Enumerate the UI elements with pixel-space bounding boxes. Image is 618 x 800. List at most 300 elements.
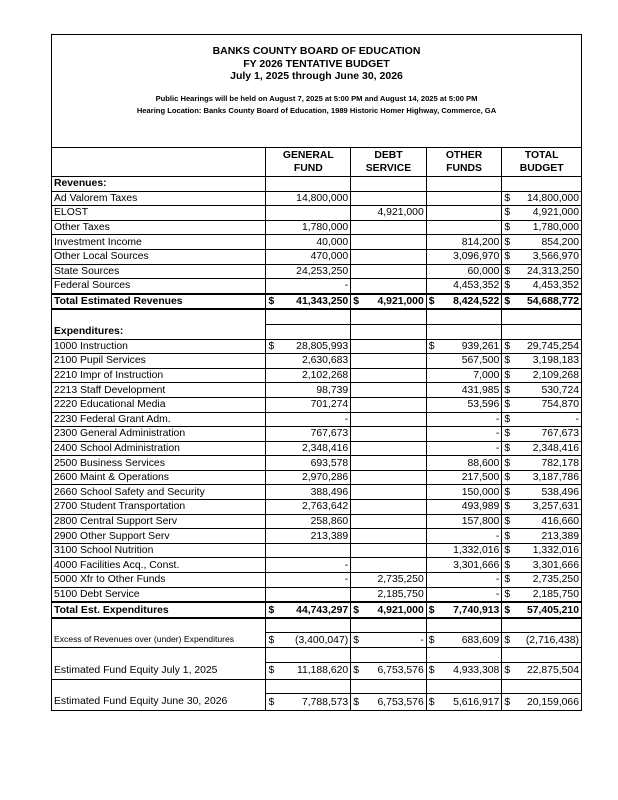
total-row [52, 602, 582, 618]
amount-cell [266, 368, 351, 383]
row-label: 2220 Educational Media [52, 397, 266, 412]
amount-value: 3,096,970 [453, 251, 500, 263]
currency-symbol: $ [504, 370, 511, 382]
amount-cell [351, 235, 427, 250]
amount-cell [426, 412, 502, 427]
row-label: Estimated Fund Equity June 30, 2026 [52, 694, 266, 711]
currency-symbol: $ [504, 515, 511, 527]
amount-value: 2,102,268 [301, 370, 349, 382]
row-label: 2500 Business Services [52, 456, 266, 471]
amount-value: 1,780,000 [532, 222, 579, 234]
currency-symbol: $ [428, 696, 435, 708]
amount-value: 2,348,416 [532, 442, 579, 454]
amount-cell [351, 529, 427, 544]
amount-value: 1,332,016 [453, 545, 500, 557]
budget-row [52, 339, 582, 354]
row-label: 2300 General Administration [52, 427, 266, 442]
currency-symbol: $ [504, 192, 511, 204]
amount-value: - [495, 442, 500, 454]
amount-value: 2,970,286 [301, 472, 349, 484]
currency-symbol: $ [268, 665, 275, 677]
row-label: Other Taxes [52, 220, 266, 235]
row-label: 2213 Staff Development [52, 383, 266, 398]
currency-symbol: $ [504, 665, 511, 677]
amount-value: 98,739 [316, 384, 349, 396]
amount-cell [266, 470, 351, 485]
amount-value: 2,630,683 [301, 355, 349, 367]
amount-cell [351, 206, 427, 221]
row-label: 2400 School Administration [52, 441, 266, 456]
amount-cell [426, 633, 502, 648]
budget-row [52, 412, 582, 427]
amount-cell [266, 412, 351, 427]
amount-cell [426, 441, 502, 456]
amount-cell [426, 354, 502, 369]
row-label: Ad Valorem Taxes [52, 191, 266, 206]
row-label: 2100 Pupil Services [52, 354, 266, 369]
spacer-cell [52, 679, 266, 694]
amount-cell [426, 573, 502, 588]
amount-value: 6,753,576 [377, 665, 424, 677]
amount-value: 150,000 [461, 486, 500, 498]
amount-cell [266, 354, 351, 369]
currency-symbol: $ [504, 384, 511, 396]
amount-value: 493,989 [461, 501, 500, 513]
amount-cell [351, 339, 427, 354]
amount-value: 2,109,268 [532, 370, 579, 382]
budget-title: FY 2026 TENTATIVE BUDGET [243, 57, 390, 70]
empty-cell [502, 177, 582, 192]
currency-symbol: $ [504, 355, 511, 367]
amount-cell [351, 294, 427, 310]
amount-cell [502, 470, 582, 485]
row-label: Other Local Sources [52, 249, 266, 264]
currency-symbol: $ [504, 696, 511, 708]
amount-cell [502, 602, 582, 618]
currency-symbol: $ [504, 340, 511, 352]
empty-cell [351, 177, 427, 192]
budget-row [52, 383, 582, 398]
empty-cell [502, 324, 582, 339]
row-label: 2660 School Safety and Security [52, 485, 266, 500]
amount-cell [266, 206, 351, 221]
currency-symbol: $ [428, 340, 435, 352]
spacer-cell [351, 679, 427, 694]
amount-cell [266, 694, 351, 711]
amount-value: 2,348,416 [301, 442, 349, 454]
budget-row [52, 529, 582, 544]
currency-symbol: $ [268, 296, 275, 308]
amount-cell [351, 500, 427, 515]
amount-value: 2,185,750 [377, 588, 424, 600]
amount-cell [351, 279, 427, 294]
column-header-total-budget: TOTAL BUDGET [502, 148, 582, 177]
amount-value: 14,800,000 [526, 192, 579, 204]
spacer-cell [426, 648, 502, 663]
amount-value: (2,716,438) [525, 634, 579, 646]
budget-table [51, 148, 582, 711]
amount-cell [502, 500, 582, 515]
amount-value: 54,688,772 [526, 296, 579, 308]
amount-value: 29,745,254 [526, 340, 579, 352]
row-label: State Sources [52, 264, 266, 279]
spacer-cell [52, 309, 266, 324]
amount-cell [266, 383, 351, 398]
currency-symbol: $ [428, 665, 435, 677]
currency-symbol: $ [353, 634, 359, 646]
amount-value: 24,313,250 [526, 265, 579, 277]
amount-cell [351, 602, 427, 618]
amount-value: 693,578 [310, 457, 349, 469]
amount-cell [426, 694, 502, 711]
currency-symbol: $ [428, 604, 435, 616]
amount-value: 24,253,250 [296, 265, 349, 277]
amount-cell [426, 368, 502, 383]
amount-cell [502, 383, 582, 398]
amount-cell [351, 456, 427, 471]
amount-cell [266, 633, 351, 648]
amount-cell [426, 294, 502, 310]
amount-cell [266, 529, 351, 544]
currency-symbol: $ [504, 413, 511, 425]
amount-cell [351, 383, 427, 398]
currency-symbol: $ [353, 296, 359, 308]
total-row [52, 294, 582, 310]
amount-value: 782,178 [541, 457, 579, 469]
column-header-general-fund: GENERAL FUND [266, 148, 351, 177]
amount-cell [266, 602, 351, 618]
amount-value: 3,187,786 [532, 472, 579, 484]
amount-cell [502, 397, 582, 412]
amount-value: 60,000 [467, 265, 500, 277]
currency-symbol: $ [353, 696, 359, 708]
currency-symbol: $ [504, 399, 511, 411]
amount-value: 683,609 [461, 634, 500, 646]
spacer-cell [502, 648, 582, 663]
budget-row [52, 500, 582, 515]
amount-cell [502, 558, 582, 573]
amount-cell [426, 543, 502, 558]
amount-cell [351, 662, 427, 679]
row-label: 2210 Impr of Instruction [52, 368, 266, 383]
amount-cell [426, 529, 502, 544]
amount-cell [266, 279, 351, 294]
amount-value: 754,870 [541, 399, 579, 411]
budget-row [52, 633, 582, 648]
amount-cell [351, 514, 427, 529]
amount-cell [502, 514, 582, 529]
currency-symbol: $ [353, 665, 359, 677]
amount-value: - [344, 413, 349, 425]
currency-symbol: $ [268, 696, 275, 708]
currency-symbol: $ [504, 442, 511, 454]
amount-cell [502, 354, 582, 369]
budget-row [52, 249, 582, 264]
amount-value: 41,343,250 [296, 296, 349, 308]
spacer-cell [266, 679, 351, 694]
amount-cell [351, 427, 427, 442]
amount-value: 4,921,000 [377, 296, 424, 308]
amount-value: 4,453,352 [532, 280, 579, 292]
amount-cell [502, 573, 582, 588]
budget-row [52, 694, 582, 711]
budget-row [52, 543, 582, 558]
amount-cell [426, 383, 502, 398]
amount-cell [266, 235, 351, 250]
amount-cell [351, 633, 427, 648]
currency-symbol: $ [504, 501, 511, 513]
amount-cell [351, 694, 427, 711]
amount-value: 20,159,066 [526, 696, 579, 708]
amount-cell [266, 558, 351, 573]
amount-cell [502, 294, 582, 310]
row-label: 3100 School Nutrition [52, 543, 266, 558]
amount-value: - [495, 428, 500, 440]
spacer-cell [266, 309, 351, 324]
budget-row [52, 368, 582, 383]
spacer-cell [426, 618, 502, 633]
amount-cell [351, 573, 427, 588]
empty-cell [266, 324, 351, 339]
currency-symbol: $ [504, 634, 511, 646]
amount-cell [502, 220, 582, 235]
currency-symbol: $ [504, 222, 511, 234]
amount-cell [426, 514, 502, 529]
amount-value: 213,389 [541, 530, 579, 542]
amount-cell [266, 397, 351, 412]
currency-symbol: $ [504, 236, 511, 248]
amount-value: 3,301,666 [532, 559, 579, 571]
amount-cell [426, 206, 502, 221]
row-label: 2900 Other Support Serv [52, 529, 266, 544]
currency-symbol: $ [504, 472, 511, 484]
amount-cell [266, 543, 351, 558]
section-header-row [52, 177, 582, 192]
currency-symbol: $ [268, 340, 275, 352]
amount-cell [351, 543, 427, 558]
amount-cell [502, 529, 582, 544]
amount-cell [426, 587, 502, 602]
amount-cell [426, 249, 502, 264]
amount-value: 4,921,000 [377, 207, 424, 219]
amount-value: - [420, 634, 424, 646]
amount-cell [351, 412, 427, 427]
budget-row [52, 191, 582, 206]
amount-cell [266, 249, 351, 264]
amount-value: 701,274 [310, 399, 349, 411]
currency-symbol: $ [504, 588, 511, 600]
section-label: Expenditures: [52, 324, 266, 339]
amount-cell [266, 456, 351, 471]
budget-row [52, 573, 582, 588]
amount-cell [502, 235, 582, 250]
row-label: Estimated Fund Equity July 1, 2025 [52, 662, 266, 679]
amount-value: 1,332,016 [532, 545, 579, 557]
currency-symbol: $ [504, 207, 511, 219]
amount-cell [426, 602, 502, 618]
row-label: Federal Sources [52, 279, 266, 294]
budget-row [52, 235, 582, 250]
amount-cell [502, 206, 582, 221]
amount-cell [426, 220, 502, 235]
row-label: ELOST [52, 206, 266, 221]
currency-symbol: $ [353, 604, 359, 616]
amount-value: 4,921,000 [377, 604, 424, 616]
budget-row [52, 279, 582, 294]
amount-value: 8,424,522 [453, 296, 500, 308]
amount-cell [266, 264, 351, 279]
currency-symbol: $ [268, 604, 275, 616]
amount-value: 157,800 [461, 515, 500, 527]
hearing-dates: Public Hearings will be held on August 7, 2025 at 5:00 PM and August 14, 2025 at 5:00 PM [155, 93, 478, 103]
amount-value: - [495, 413, 500, 425]
amount-value: 28,805,993 [296, 340, 349, 352]
budget-row [52, 441, 582, 456]
amount-cell [351, 558, 427, 573]
spacer-row [52, 618, 582, 633]
row-label: 5100 Debt Service [52, 587, 266, 602]
amount-value: 53,596 [467, 399, 500, 411]
currency-symbol: $ [504, 545, 511, 557]
spacer-cell [426, 309, 502, 324]
spacer-row [52, 679, 582, 694]
spacer-cell [351, 309, 427, 324]
budget-row [52, 662, 582, 679]
amount-cell [426, 279, 502, 294]
amount-cell [351, 470, 427, 485]
amount-cell [351, 368, 427, 383]
amount-value: 470,000 [310, 251, 349, 263]
row-label: 2700 Student Transportation [52, 500, 266, 515]
budget-row [52, 264, 582, 279]
amount-cell [502, 662, 582, 679]
amount-value: 22,875,504 [526, 665, 579, 677]
budget-row [52, 397, 582, 412]
amount-cell [426, 470, 502, 485]
amount-cell [266, 485, 351, 500]
amount-cell [266, 294, 351, 310]
amount-cell [266, 427, 351, 442]
section-header-row [52, 324, 582, 339]
row-label: 2230 Federal Grant Adm. [52, 412, 266, 427]
budget-row [52, 206, 582, 221]
amount-cell [502, 191, 582, 206]
amount-cell [266, 514, 351, 529]
amount-value: 4,921,000 [532, 207, 579, 219]
amount-value: 1,780,000 [301, 222, 349, 234]
hearing-location: Hearing Location: Banks County Board of Education, 1989 Historic Homer Highway, Commerce, GA [136, 105, 497, 115]
amount-value: 854,200 [541, 236, 579, 248]
amount-cell [502, 543, 582, 558]
spacer-row [52, 648, 582, 663]
amount-value: 567,500 [461, 355, 500, 367]
amount-value: 530,724 [541, 384, 579, 396]
spacer-cell [351, 648, 427, 663]
empty-cell [266, 177, 351, 192]
amount-cell [502, 427, 582, 442]
row-label: 4000 Facilities Acq., Const. [52, 558, 266, 573]
currency-symbol: $ [504, 296, 511, 308]
amount-value: 7,000 [473, 370, 500, 382]
amount-value: 2,735,250 [377, 574, 424, 586]
spacer-cell [351, 618, 427, 633]
amount-cell [426, 339, 502, 354]
amount-cell [351, 397, 427, 412]
amount-cell [266, 220, 351, 235]
amount-cell [266, 191, 351, 206]
spacer-cell [502, 679, 582, 694]
currency-symbol: $ [504, 486, 511, 498]
currency-symbol: $ [268, 634, 275, 646]
spacer-cell [426, 679, 502, 694]
amount-value: 3,301,666 [453, 559, 500, 571]
row-label: 5000 Xfr to Other Funds [52, 573, 266, 588]
amount-value: - [495, 530, 500, 542]
amount-value: 416,660 [541, 515, 579, 527]
amount-cell [266, 441, 351, 456]
amount-cell [502, 264, 582, 279]
currency-symbol: $ [428, 296, 435, 308]
amount-value: - [575, 413, 579, 425]
amount-cell [426, 485, 502, 500]
amount-value: - [495, 574, 500, 586]
budget-row [52, 485, 582, 500]
amount-cell [502, 587, 582, 602]
budget-sheet [51, 34, 582, 711]
amount-value: - [344, 559, 349, 571]
amount-value: - [344, 280, 349, 292]
org-title: BANKS COUNTY BOARD OF EDUCATION [212, 45, 421, 57]
amount-value: 258,860 [310, 515, 349, 527]
amount-cell [426, 456, 502, 471]
amount-value: (3,400,047) [295, 634, 349, 646]
row-label: 1000 Instruction [52, 339, 266, 354]
amount-cell [426, 191, 502, 206]
amount-value: 2,763,642 [301, 501, 349, 513]
amount-cell [351, 587, 427, 602]
currency-symbol: $ [504, 604, 511, 616]
amount-value: 538,496 [541, 486, 579, 498]
amount-cell [502, 339, 582, 354]
amount-value: 14,800,000 [296, 192, 349, 204]
amount-value: 57,405,210 [526, 604, 579, 616]
budget-row [52, 220, 582, 235]
amount-cell [351, 354, 427, 369]
amount-value: 767,673 [310, 428, 349, 440]
empty-cell [426, 177, 502, 192]
row-label: 2800 Central Support Serv [52, 514, 266, 529]
budget-row [52, 558, 582, 573]
amount-cell [502, 279, 582, 294]
currency-symbol: $ [504, 251, 511, 263]
amount-value: 2,735,250 [532, 574, 579, 586]
amount-cell [266, 662, 351, 679]
amount-value: - [495, 588, 500, 600]
column-header-other-funds: OTHER FUNDS [426, 148, 502, 177]
amount-value: 3,198,183 [532, 355, 579, 367]
amount-cell [426, 427, 502, 442]
amount-cell [426, 235, 502, 250]
amount-cell [266, 500, 351, 515]
amount-cell [502, 456, 582, 471]
currency-symbol: $ [504, 280, 511, 292]
amount-value: 6,753,576 [377, 696, 424, 708]
spacer-cell [502, 618, 582, 633]
amount-cell [502, 249, 582, 264]
amount-value: 5,616,917 [453, 696, 500, 708]
spacer-cell [52, 648, 266, 663]
currency-symbol: $ [504, 574, 511, 586]
